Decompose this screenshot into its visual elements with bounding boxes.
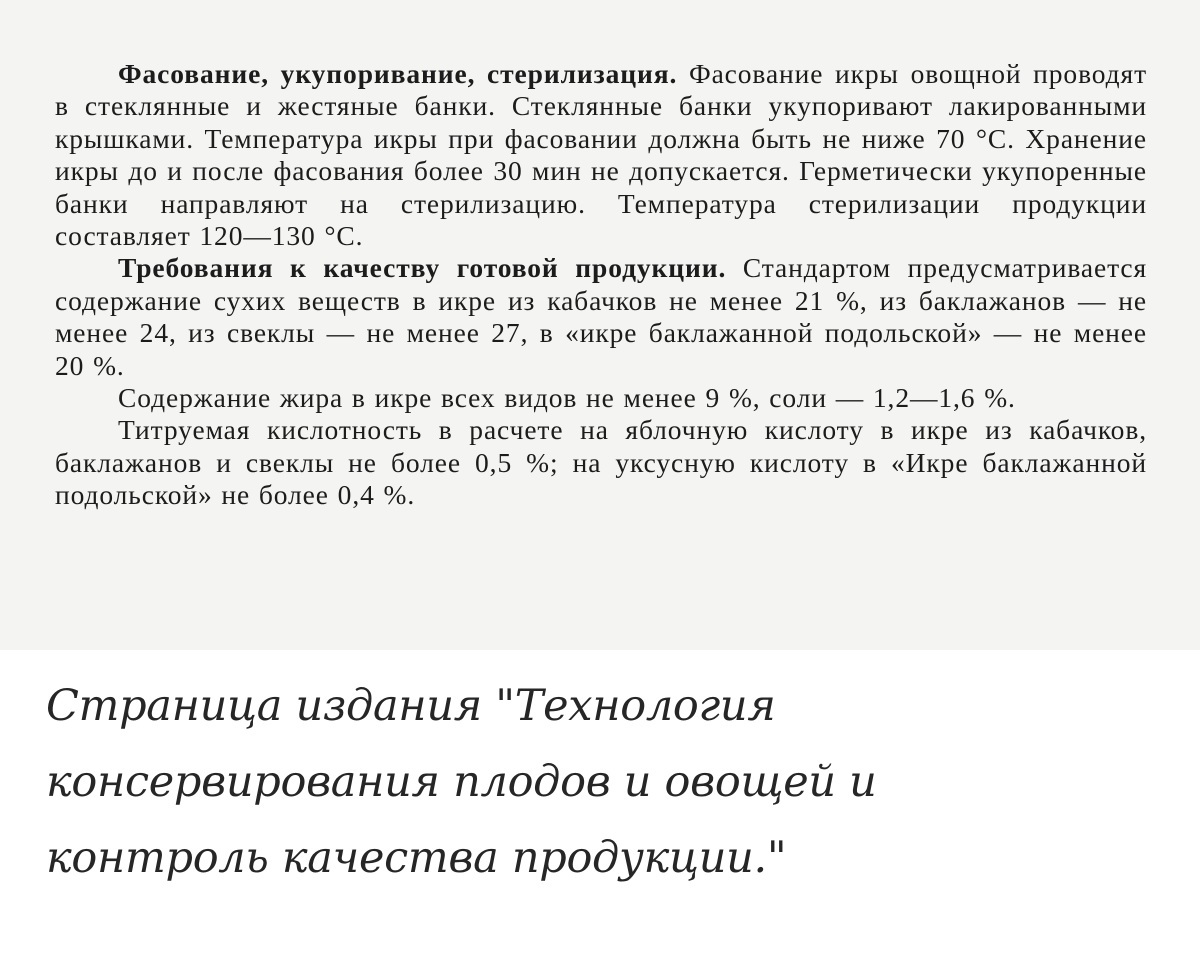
paragraph-body: Фасование икры овощной проводят в стеклянные и жестяные банки. Стеклянные банки укупоривают лакированными крышками. Температура икры при фасовании должна быть не ниже 70 °С. Хранение икры до и после фасования более 30 мин не допускается. Герметически укупоренные банки направляют на стерилизацию. Температура стерилизации продукции составляет 120—130 °С. — [55, 58, 1147, 252]
paragraph-body: Стандартом предусматривается содержание сухих веществ в икре из кабачков не менее 21 %, из баклажанов — не менее 24, из свеклы — не менее 27, в «икре баклажанной подольской» — не менее 20 %. — [55, 252, 1147, 381]
scanned-text-block — [55, 58, 1147, 512]
paragraph-fat-salt — [55, 382, 1147, 414]
caption-line: контроль качества продукции." — [46, 833, 787, 883]
paragraph-heading: Фасование, укупоривание, стерилизация. — [118, 58, 678, 89]
paragraph-body: Титруемая кислотность в расчете на яблочную кислоту в икре из кабачков, баклажанов и свеклы не более 0,5 %; на уксусную кислоту в «Икре баклажанной подольской» не более 0,4 %. — [55, 414, 1147, 511]
paragraph-quality-requirements — [55, 252, 1147, 382]
paragraph-packaging — [55, 58, 1147, 252]
paragraph-body: Содержание жира в икре всех видов не менее 9 %, соли — 1,2—1,6 %. — [118, 382, 1016, 414]
caption-line: Страница издания "Технология — [46, 681, 776, 731]
image-caption — [46, 668, 1146, 896]
paragraph-acidity — [55, 414, 1147, 511]
caption-line: консервирования плодов и овощей и — [46, 757, 877, 807]
paragraph-heading: Требования к качеству готовой продукции. — [118, 252, 727, 284]
